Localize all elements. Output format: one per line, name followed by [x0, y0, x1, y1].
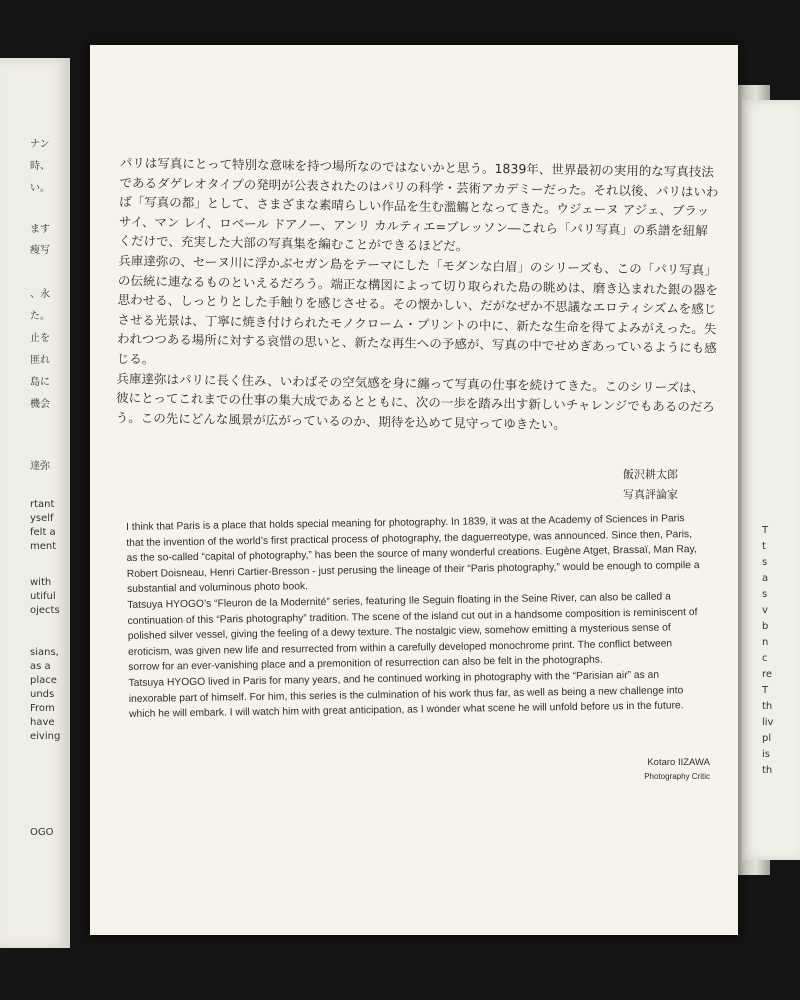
left-fragment: with — [30, 577, 52, 588]
left-fragment: sians, — [30, 647, 59, 658]
right-fragment: re — [762, 669, 773, 680]
right-fragment: t — [762, 541, 766, 552]
left-fragment: utiful — [30, 591, 56, 602]
right-page — [742, 100, 800, 860]
left-fragment: OGO — [30, 827, 54, 838]
en-author-role: Photography Critic — [644, 772, 710, 781]
left-fragment: 時、 — [30, 161, 50, 172]
left-fragment: 止を — [30, 333, 50, 344]
main-page — [90, 45, 738, 935]
left-fragment: ojects — [30, 605, 60, 616]
right-fragment: v — [762, 605, 768, 616]
jp-paragraph: 兵庫達弥はパリに長く住み、いわばその空気感を身に纏って写真の仕事を続けてきた。このシリーズは、彼にとってこれまでの仕事の集大成であるとともに、次の一歩を踏み出す新しいチャレンジでもあるのだろう。この先にどんな風景が広がっているのか、期待を込めて見守ってゆきたい。 — [115, 370, 715, 432]
jp-paragraph: パリは写真にとって特別な意味を持つ場所なのではないかと思う。1839年、世界最初の実用的な写真技法であるダゲレオタイプの発明が公表されたのはパリの科学・芸術アカデミーだった。それ以後、パリはいわば「写真の都」として、さまざまな素晴らしい作品を生む濫觴となってきた。ウジェーヌ アジェ、ブラッサイ、マン レイ、ロベール ドアノー、アンリ カルティエ=ブレッソン―これら「パリ写真」の系譜を紐解くだけで、充実した大部の写真集を編むことができるほどだ。 — [118, 154, 719, 254]
left-fragment: have — [30, 717, 55, 728]
en-paragraph: Tatsuya HYOGO lived in Paris for many years, and he continued working in photography with the “Parisian air” as an inexorable part of himself. For him, this series is the culmination of his work thus far, as well as being a new challenge into which he will embark. I will watch him with great anticipation, as I wonder what scene he will unfold before us in the future. — [128, 669, 684, 721]
left-fragment: 、永 — [30, 289, 50, 300]
left-fragment: 瘦写 — [30, 245, 50, 256]
left-fragment: 達弥 — [30, 461, 50, 472]
left-fragment: felt a — [30, 527, 56, 538]
right-fragment: s — [762, 589, 768, 600]
right-fragment: th — [762, 701, 773, 712]
left-fragment: ナン — [30, 139, 50, 150]
right-fragment: s — [762, 557, 768, 568]
right-fragment: th — [762, 765, 773, 776]
left-fragment: た。 — [30, 311, 50, 322]
right-fragment: b — [762, 621, 769, 632]
english-essay — [126, 511, 703, 723]
right-fragment: liv — [762, 717, 774, 728]
jp-author: 飯沢耕太郎 — [623, 468, 678, 481]
japanese-essay — [116, 153, 720, 437]
right-fragment: a — [762, 573, 769, 584]
left-fragment: From — [30, 703, 55, 714]
left-fragment: 島に — [30, 377, 50, 388]
left-fragment: yself — [30, 513, 54, 524]
right-fragment: T — [762, 525, 769, 536]
left-fragment: 匪れ — [30, 355, 50, 366]
left-fragment: eiving — [30, 731, 61, 742]
right-fragment: pl — [762, 733, 772, 744]
left-fragment: as a — [30, 661, 51, 672]
en-paragraph: I think that Paris is a place that holds special meaning for photography. In 1839, it was at the Academy of Sciences in Paris that the invention of the world’s first practical process of photography, the daguerreotype, was announced. Since then, Paris, as the so-called “capital of photography,” has been the source of many wonderful creations. Eugène Atget, Brassaï, Man Ray, Robert Doisneau, Henri Cartier-Bresson - just perusing the lineage of their “Paris photography,” would be enough to compile a substantial and voluminous photo book. — [126, 513, 700, 596]
left-fragment: ます — [30, 224, 50, 235]
en-paragraph: Tatsuya HYOGO’s “Fleuron de la Modernité” series, featuring Ile Seguin floating in the Seine River, can also be called a continuation of this “Paris photography” tradition. The scene of the island cut out in a handsome composition is reminiscent of polished silver vessel, giving the feeling of a dewy texture. The nostalgic view, somehow emitting a mysterious sense of eroticism, was given new life and resurrected from within a carefully developed monochrome print. The conflict between sorrow for an ever-vanishing place and a premonition of resurrection can also be felt in the photographs. — [127, 591, 698, 674]
en-signature — [644, 755, 710, 783]
right-fragment: n — [762, 637, 769, 648]
jp-paragraph: 兵庫達弥の、セーヌ川に浮かぶセガン島をテーマにした「モダンな白眉」のシリーズも、この「パリ写真」の伝統に連なるものといえるだろう。端正な構図によって切り取られた島の眺めは、磨き込まれた銀の器を思わせる、しっとりとした手触りを感じさせる。その懐かしい、だがなぜか不思議なエロティシズムを感じさせる光景は、丁寧に焼き付けられたモノクローム・プリントの中に、新たな生命を得てよみがえった。失われつつある場所に対する哀惜の思いと、新たな再生への予感が、写真の中でせめぎあっているようにも感じる。 — [116, 252, 719, 367]
en-author: Kotaro IIZAWA — [647, 757, 710, 768]
right-fragment: T — [762, 685, 769, 696]
jp-author-role: 写真評論家 — [623, 488, 678, 501]
right-fragment: c — [762, 653, 768, 664]
left-fragment: ment — [30, 541, 57, 552]
jp-signature — [623, 465, 678, 505]
right-fragment: is — [762, 749, 770, 760]
left-fragment: place — [30, 675, 57, 686]
left-fragment: unds — [30, 689, 55, 700]
left-fragment: rtant — [30, 499, 55, 510]
left-fragment: 機会 — [30, 399, 50, 410]
left-fragment: い。 — [30, 183, 50, 194]
